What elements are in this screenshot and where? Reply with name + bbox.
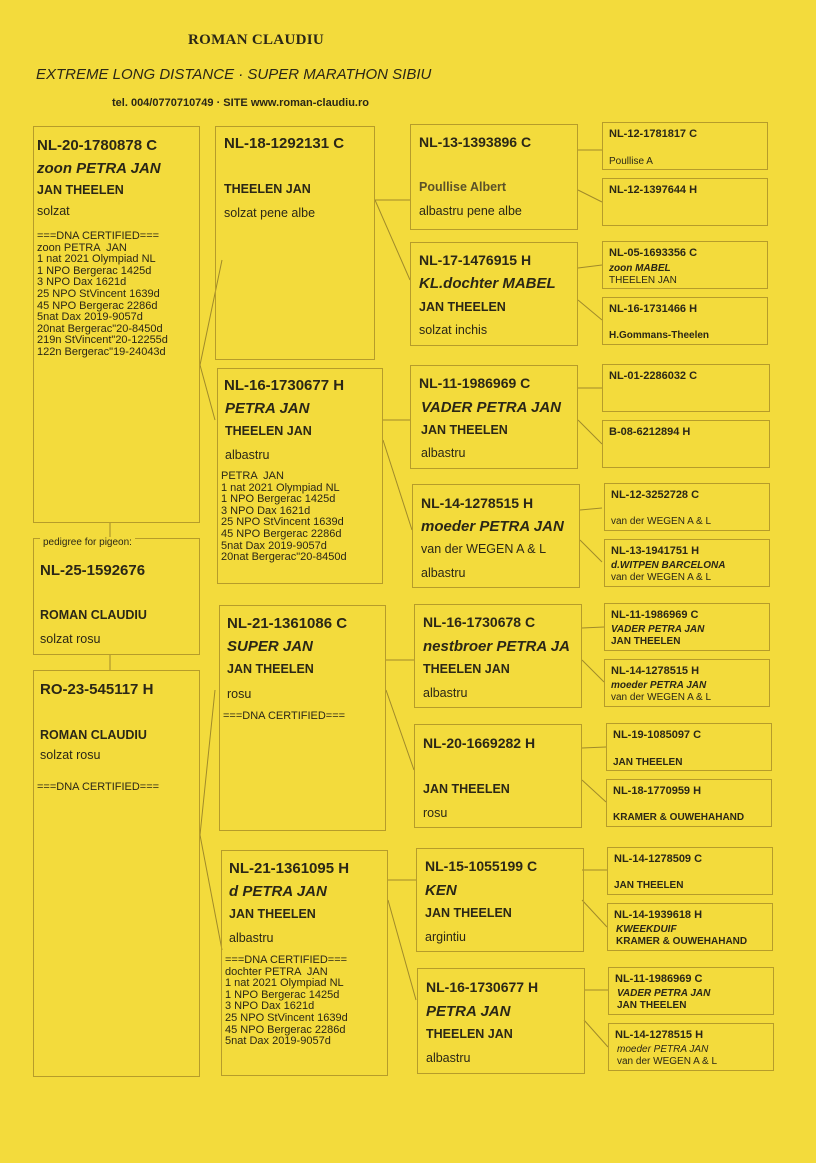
g3-color: albastru [421,566,466,580]
g3-color: albastru pene albe [419,204,522,218]
g4-name: moeder PETRA JAN [611,680,707,691]
dam-sire-color: rosu [227,687,252,701]
g4-card-13 [607,847,773,895]
g4-name: d.WITPEN BARCELONA [611,560,726,571]
sire-dam-ring: NL-16-1730677 H [224,377,345,394]
sire-color: solzat [37,204,70,218]
g3-card-6 [414,724,582,828]
g4-card-3 [602,241,768,289]
sire-dam-results: PETRA JAN 1 nat 2021 Olympiad NL 1 NPO Bergerac 1425d 3 NPO Dax 1621d 25 NPO StVincent 1639d 45 NPO Bergerac 2286d 5nat Dax 2019-9057d 20nat Bergerac"20-8450d [221,470,347,564]
g4-ring: NL-01-2286032 C [609,370,698,382]
g4-card-2 [602,178,768,226]
g4-card-7 [604,483,770,531]
dam-owner: ROMAN CLAUDIU [40,728,147,742]
dam-dam-name: d PETRA JAN [229,883,327,900]
g3-color: albastru [423,686,468,700]
g4-name: moeder PETRA JAN [617,1044,709,1055]
g4-ring: NL-14-1939618 H [614,909,703,921]
g4-ring: NL-05-1693356 C [609,247,698,259]
dam-color: solzat rosu [40,748,101,762]
g4-card-5 [602,364,770,412]
g4-owner: JAN THEELEN [611,636,681,647]
g3-name: KL.dochter MABEL [419,275,556,292]
g4-owner: THEELEN JAN [609,275,677,286]
dam-dam-color: albastru [229,931,274,945]
sire-dam-owner: THEELEN JAN [225,424,312,438]
g4-card-16 [608,1023,774,1071]
g4-owner: KRAMER & OUWEHAHAND [613,812,745,823]
g4-card-6 [602,420,770,468]
g3-card-4 [412,484,580,588]
g4-owner: JAN THEELEN [614,880,684,891]
g4-ring: NL-11-1986969 C [615,973,703,985]
g3-owner: JAN THEELEN [423,782,510,796]
g4-card-15 [608,967,774,1015]
breeder-contact: tel. 004/0770710749 · SITE www.roman-claudiu.ro [112,97,369,109]
g3-owner: THEELEN JAN [426,1027,513,1041]
g3-card-7 [416,848,584,952]
g4-card-10 [604,659,770,707]
g3-color: solzat inchis [419,323,488,337]
g3-owner: van der WEGEN A & L [421,542,547,556]
g4-owner: van der WEGEN A & L [611,516,712,527]
sire-dam-name: PETRA JAN [225,400,310,417]
g3-ring: NL-16-1730677 H [426,979,539,995]
g3-ring: NL-15-1055199 C [425,858,538,874]
g4-card-1 [602,122,768,170]
dam-sire-card [219,605,386,831]
g4-owner: van der WEGEN A & L [617,1056,718,1067]
g4-ring: NL-12-3252728 C [611,489,700,501]
g4-owner: H.Gommans-Theelen [609,330,710,341]
dam-notes: ===DNA CERTIFIED=== [37,781,160,793]
g4-ring: NL-12-1397644 H [609,184,698,196]
g4-card-8 [604,539,770,587]
sire-sire-color: solzat pene albe [224,206,316,220]
g3-owner: THEELEN JAN [423,662,510,676]
sire-dam-color: albastru [225,448,270,462]
g4-name: KWEEKDUIF [616,924,677,935]
g3-name: PETRA JAN [426,1003,511,1020]
g3-card-1 [410,124,578,230]
dam-sire-ring: NL-21-1361086 C [227,615,348,632]
g4-name: VADER PETRA JAN [617,988,711,999]
dam-dam-ring: NL-21-1361095 H [229,860,350,877]
g3-ring: NL-11-1986969 C [419,375,531,391]
g3-ring: NL-13-1393896 C [419,134,532,150]
sire-dam-card [217,368,383,584]
g4-owner: KRAMER & OUWEHAHAND [616,936,748,947]
pigeon-owner: ROMAN CLAUDIU [40,608,147,622]
dam-sire-name: SUPER JAN [227,638,313,655]
g3-owner: JAN THEELEN [421,423,508,437]
g3-card-3 [410,365,578,469]
g4-owner: JAN THEELEN [613,757,683,768]
g4-name: zoon MABEL [609,263,671,274]
breeder-subtitle: EXTREME LONG DISTANCE · SUPER MARATHON SIBIU [36,66,432,83]
g3-ring: NL-17-1476915 H [419,252,532,268]
dam-dam-owner: JAN THEELEN [229,907,316,921]
g3-ring: NL-16-1730678 C [423,614,536,630]
g3-ring: NL-14-1278515 H [421,495,534,511]
g3-card-5 [414,604,582,708]
g3-owner: JAN THEELEN [419,300,506,314]
dam-sire-notes: ===DNA CERTIFIED=== [223,710,346,722]
sire-sire-card [215,126,375,360]
sire-sire-ring: NL-18-1292131 C [224,135,345,152]
sire-results: ===DNA CERTIFIED=== zoon PETRA JAN 1 nat 2021 Olympiad NL 1 NPO Bergerac 1425d 3 NPO Dax 1621d 25 NPO StVincent 1639d 45 NPO Bergerac 2286d 5nat Dax 2019-9057d 20nat Bergerac"20-8450d 219n StVincent"20-12255d 122n Bergerac"19-24043d [37,230,168,358]
sire-name: zoon PETRA JAN [37,160,161,177]
g3-card-8 [417,968,585,1074]
sire-ring: NL-20-1780878 C [37,137,158,154]
g4-ring: B-08-6212894 H [609,426,691,438]
g3-color: rosu [423,806,448,820]
g3-name: KEN [425,882,457,899]
g4-ring: NL-14-1278515 H [615,1029,704,1041]
g4-card-14 [607,903,773,951]
dam-dam-results: ===DNA CERTIFIED=== dochter PETRA JAN 1 nat 2021 Olympiad NL 1 NPO Bergerac 1425d 3 NPO Dax 1621d 25 NPO StVincent 1639d 45 NPO Bergerac 2286d 5nat Dax 2019-9057d [225,954,348,1048]
pigeon-color: solzat rosu [40,632,101,646]
g4-card-12 [606,779,772,827]
g3-color: albastru [426,1051,471,1065]
g4-ring: NL-19-1085097 C [613,729,702,741]
g4-card-4 [602,297,768,345]
g3-card-2 [410,242,578,346]
pigeon-card [33,538,200,655]
g4-ring: NL-18-1770959 H [613,785,702,797]
g3-owner: JAN THEELEN [425,906,512,920]
g4-ring: NL-12-1781817 C [609,128,698,140]
g4-owner: van der WEGEN A & L [611,692,712,703]
g3-ring: NL-20-1669282 H [423,735,536,751]
pigeon-caption: pedigree for pigeon: [40,537,135,548]
g4-name: VADER PETRA JAN [611,624,705,635]
g4-card-11 [606,723,772,771]
g4-owner: JAN THEELEN [617,1000,687,1011]
g4-ring: NL-14-1278509 C [614,853,703,865]
sire-owner: JAN THEELEN [37,183,124,197]
g3-name: nestbroer PETRA JA [423,638,570,655]
g3-color: argintiu [425,930,466,944]
dam-card [33,670,200,1077]
g3-owner: Poullise Albert [419,180,507,194]
sire-sire-owner: THEELEN JAN [224,182,311,196]
g3-name: VADER PETRA JAN [421,399,562,416]
g4-owner: Poullise A [609,156,653,167]
dam-sire-owner: JAN THEELEN [227,662,314,676]
dam-dam-card [221,850,388,1076]
pigeon-ring: NL-25-1592676 [40,562,146,579]
g4-owner: van der WEGEN A & L [611,572,712,583]
sire-card [33,126,200,523]
dam-ring: RO-23-545117 H [40,681,154,698]
g3-name: moeder PETRA JAN [421,518,564,535]
g4-ring: NL-13-1941751 H [611,545,700,557]
g3-color: albastru [421,446,466,460]
g4-card-9 [604,603,770,651]
breeder-name: ROMAN CLAUDIU [188,32,324,48]
g4-ring: NL-14-1278515 H [611,665,700,677]
g4-ring: NL-16-1731466 H [609,303,698,315]
g4-ring: NL-11-1986969 C [611,609,699,621]
